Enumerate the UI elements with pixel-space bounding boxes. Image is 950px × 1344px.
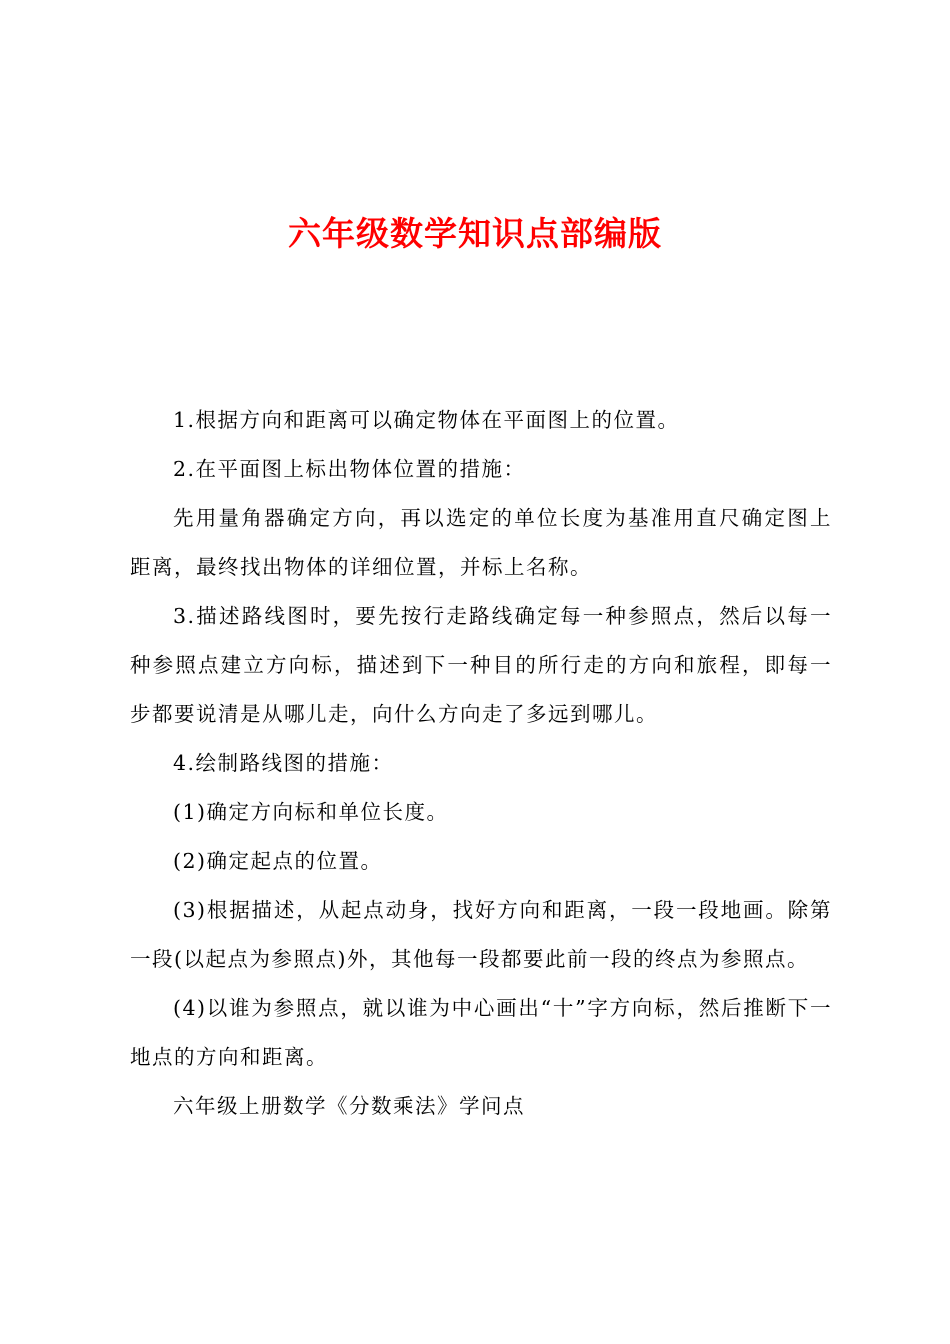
paragraph-8: (3)根据描述，从起点动身，找好方向和距离，一段一段地画。除第一段(以起点为参照点)外，其他每一段都要此前一段的终点为参照点。 [130, 898, 832, 971]
paragraph-5: 4.绘制路线图的措施： [173, 751, 394, 775]
paragraph-6: (1)确定方向标和单位长度。 [173, 800, 449, 824]
document-title: 六年级数学知识点部编版 [288, 214, 662, 253]
document-body [130, 396, 832, 1131]
paragraph-1: 1.根据方向和距离可以确定物体在平面图上的位置。 [173, 408, 680, 432]
paragraph-4: 3.描述路线图时，要先按行走路线确定每一种参照点，然后以每一种参照点建立方向标，描述到下一种目的所行走的方向和旅程，即每一步都要说清是从哪儿走，向什么方向走了多远到哪儿。 [130, 604, 832, 726]
paragraph-7: (2)确定起点的位置。 [173, 849, 383, 873]
paragraph-2: 2.在平面图上标出物体位置的措施： [173, 457, 526, 481]
paragraph-9: (4)以谁为参照点，就以谁为中心画出“十”字方向标，然后推断下一地点的方向和距离。 [130, 996, 832, 1069]
paragraph-10: 六年级上册数学《分数乘法》学问点 [173, 1094, 525, 1118]
paragraph-3: 先用量角器确定方向，再以选定的单位长度为基准用直尺确定图上距离，最终找出物体的详细位置，并标上名称。 [130, 506, 832, 579]
